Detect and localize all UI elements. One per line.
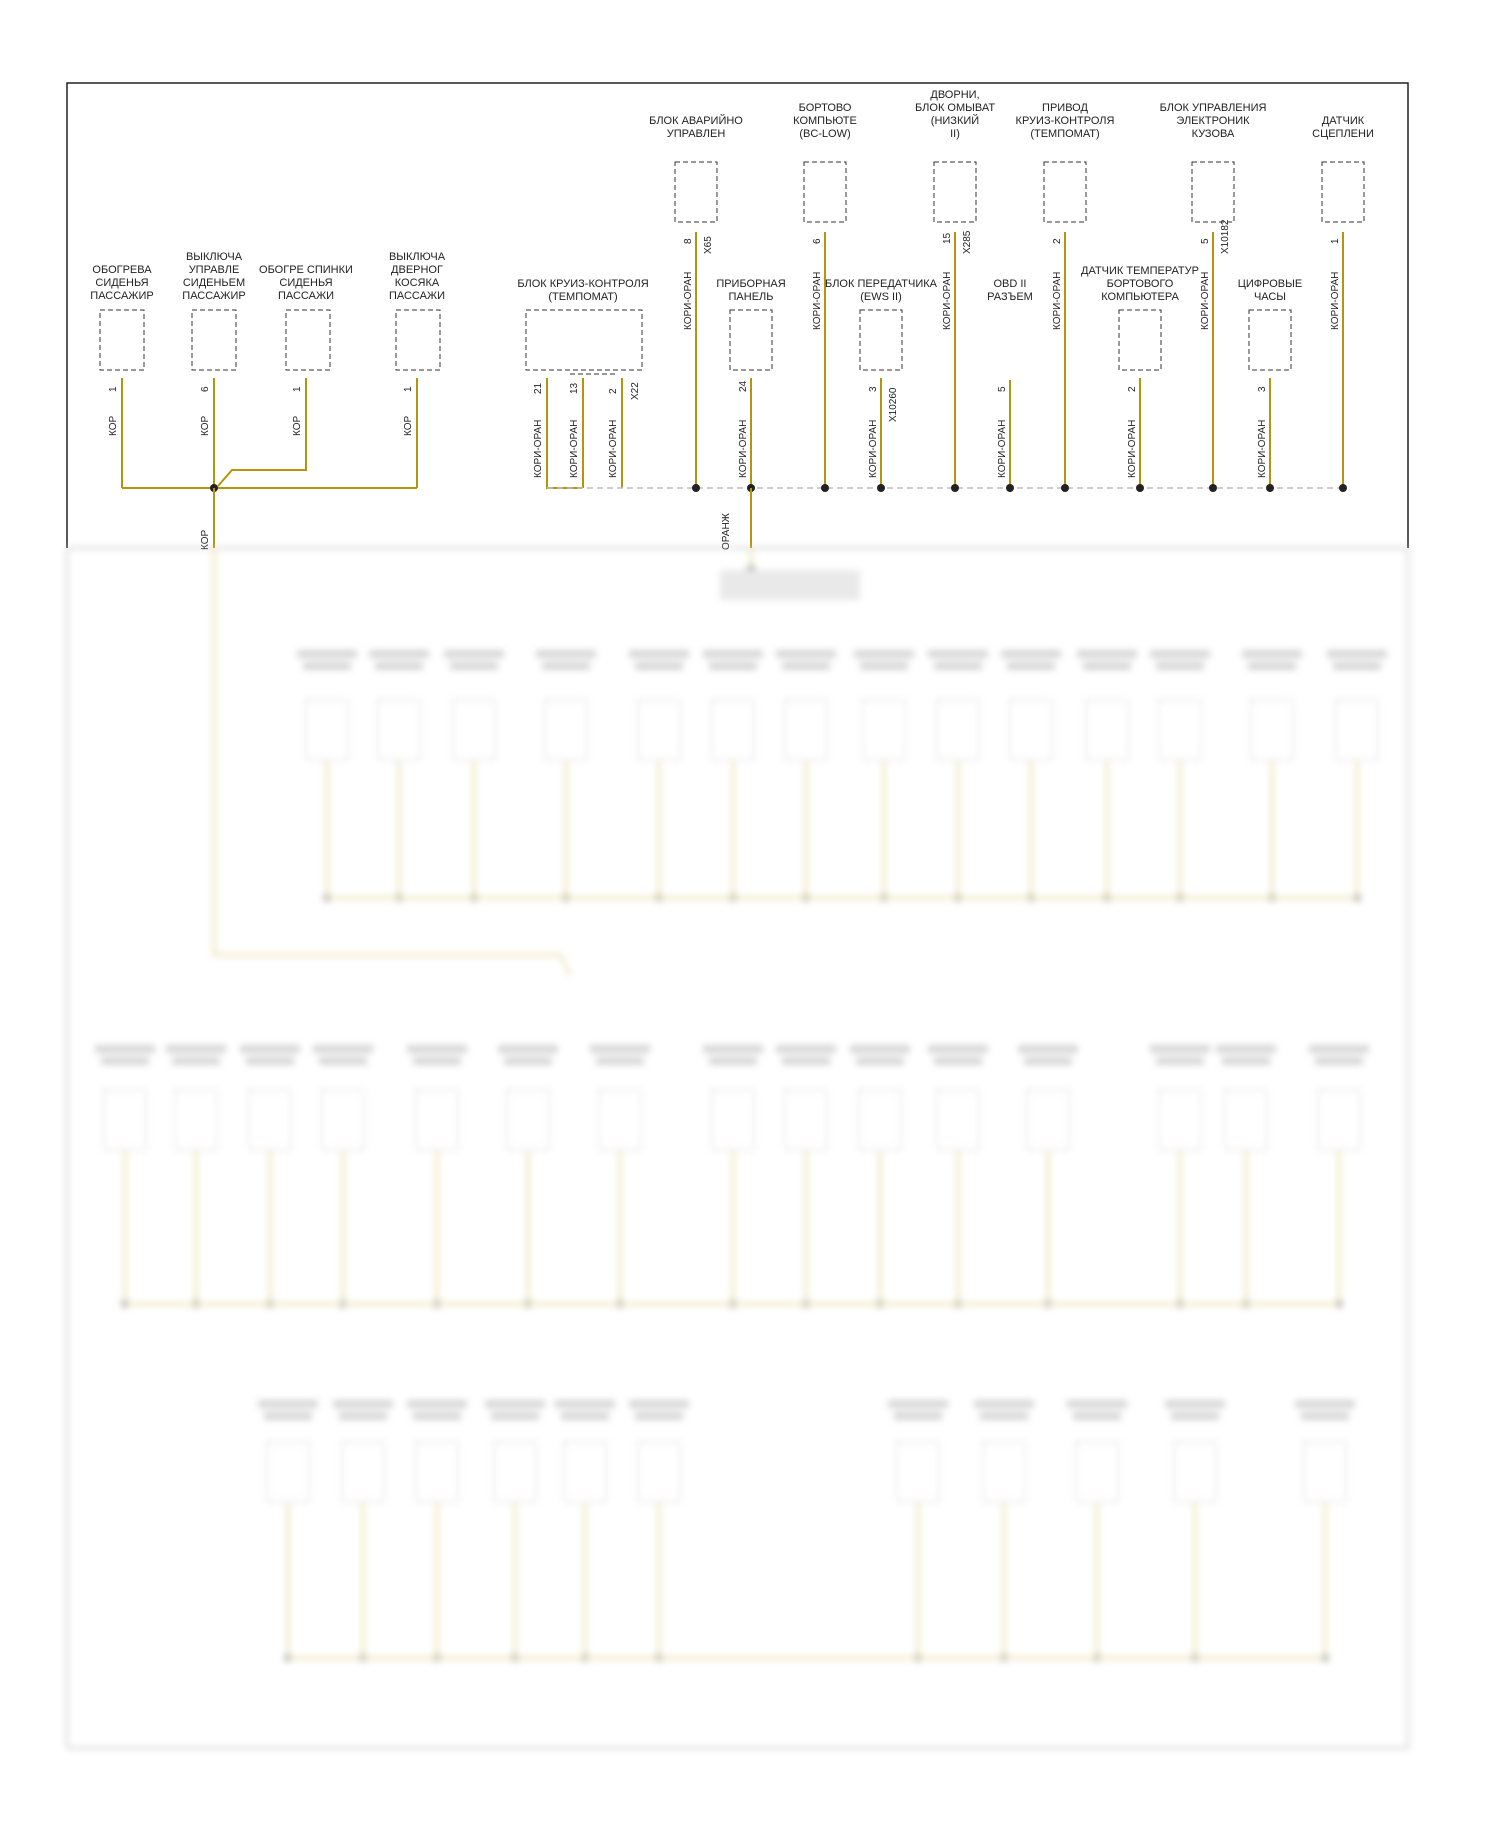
pin-number: 2 [1127,386,1138,392]
pin-number: 13 [569,382,580,394]
pin-number: 3 [868,386,879,392]
label-line: КОМПЬЮТЕРА [1101,291,1179,303]
wire-color: КОРИ-ОРАН [569,419,580,478]
pin-number: 8 [683,238,694,244]
label-line: БОРТОВО [798,102,852,114]
pin-number: 1 [292,386,303,392]
wire-color: КОРИ-ОРАН [1200,271,1211,330]
label-line: ДАТЧИК [1321,115,1365,127]
wire-color: КОРИ-ОРАН [1330,271,1341,330]
wire-color: КОР [108,415,119,436]
label-line: ВЫКЛЮЧА [388,251,446,263]
component-m4 [1081,265,1199,492]
wire-color: КОР [200,415,211,436]
right-group [517,89,1374,550]
label-line: СЦЕПЛЕНИ [1312,128,1374,140]
component-t2 [793,102,857,492]
label-line: ЧАСЫ [1253,291,1287,303]
label-line: БЛОК КРУИЗ-КОНТРОЛЯ [517,278,649,290]
wire-color: КОРИ-ОРАН [868,419,879,478]
label-line: (ТЕМПОМАТ) [1030,128,1100,140]
component-t1 [649,114,743,492]
pin-number: 15 [942,232,953,244]
wire-color: КОРИ-ОРАН [1052,271,1063,330]
label-line: КОСЯКА [394,277,440,289]
pin-number: 6 [200,386,211,392]
pin-number: 5 [1200,238,1211,244]
wire-color: КОРИ-ОРАН [812,271,823,330]
label-line: ПАССАЖИ [277,290,335,302]
component-m2 [825,278,938,492]
label-line: ДАТЧИК ТЕМПЕРАТУР [1081,265,1199,277]
label-line: (НИЗКИЙ [930,115,980,127]
wire-color: КОР [292,415,303,436]
component-m3 [987,278,1033,492]
label-line: ОБОГРЕВА [92,264,152,276]
label-line: ЭЛЕКТРОНИК [1176,115,1250,127]
label-line: (EWS II) [860,291,902,303]
connector-id: X65 [703,236,714,254]
component-cruise-control-module [517,278,648,488]
pin-number: 1 [403,386,414,392]
wire-color: КОРИ-ОРАН [1257,419,1268,478]
wire-color: КОР [403,415,414,436]
connector-id: X10182 [1220,219,1231,254]
label-line: ПАССАЖИР [182,290,246,302]
label-line: ВЫКЛЮЧА [185,251,243,263]
label-line: БЛОК УПРАВЛЕНИЯ [1159,102,1267,114]
label-line: БЛОК ОМЫВАТ [914,102,996,114]
component-m1 [716,278,785,492]
label-line: БЛОК АВАРИЙНО [649,115,743,127]
pin-number: 3 [1257,386,1268,392]
label-line: КРУИЗ-КОНТРОЛЯ [1015,115,1115,127]
label-line: ОБОГРЕ СПИНКИ [259,264,353,276]
ground-drop-wire-color: ОРАНЖ [721,513,732,550]
component-passenger-seat-switch [182,251,245,488]
component-passenger-seat-heater [90,264,153,488]
label-line: БЛОК ПЕРЕДАТЧИКА [824,278,938,290]
pin-number: 1 [108,386,119,392]
label-line: ДВОРНИ, [930,89,980,101]
pin-number: 5 [997,386,1008,392]
connector-id: X10260 [888,387,899,422]
obscured-diagram-area [67,548,1408,1748]
label-line: РАЗЪЕМ [987,291,1033,303]
label-line: УПРАВЛЕ [188,264,240,276]
wire-color: КОРИ-ОРАН [533,419,544,478]
label-line: ПАССАЖИ [388,290,446,302]
pin-number: 1 [1330,238,1341,244]
label-line: OBD II [993,278,1027,290]
pin-number: 2 [608,388,619,394]
label-line: ДВЕРНОГ [391,264,443,276]
label-line: ПАНЕЛЬ [728,291,774,303]
label-line: КУЗОВА [1191,128,1235,140]
left-group [90,251,445,550]
mid-row-components [716,265,1302,492]
label-line: ПАССАЖИР [90,290,154,302]
label-line: II) [950,128,960,140]
component-passenger-door-jamb-switch [389,251,446,488]
wire-color: КОРИ-ОРАН [1127,419,1138,478]
pin-number: 6 [812,238,823,244]
wire-color: КОРИ-ОРАН [942,271,953,330]
label-line: СИДЕНЬЯ [95,277,149,289]
pin-number: 21 [533,382,544,394]
wire-color: КОРИ-ОРАН [683,271,694,330]
component-t3 [915,89,995,492]
label-line: (BC-LOW) [799,128,851,140]
label-line: ЦИФРОВЫЕ [1237,278,1303,290]
label-line: ПРИБОРНАЯ [716,278,786,290]
component-m5 [1238,278,1302,492]
connector-id: X285 [962,230,973,254]
label-line: (ТЕМПОМАТ) [548,291,618,303]
label-line: ПРИВОД [1042,102,1088,114]
label-line: СИДЕНЬЕМ [182,277,246,289]
wire-color: КОРИ-ОРАН [608,419,619,478]
pin-number: 24 [738,380,749,392]
label-line: БОРТОВОГО [1106,278,1174,290]
component-t6 [1312,115,1374,492]
label-line: СИДЕНЬЯ [279,277,333,289]
pin-number: 2 [1052,238,1063,244]
trunk-wire-color: КОР [200,529,211,550]
label-line: КОМПЬЮТЕ [793,115,857,127]
wire-color: КОРИ-ОРАН [997,419,1008,478]
connector-id: X22 [630,382,641,400]
label-line: УПРАВЛЕН [666,128,726,140]
svg-text:ОБОГРЕВА [92,264,152,276]
wire-color: КОРИ-ОРАН [738,419,749,478]
